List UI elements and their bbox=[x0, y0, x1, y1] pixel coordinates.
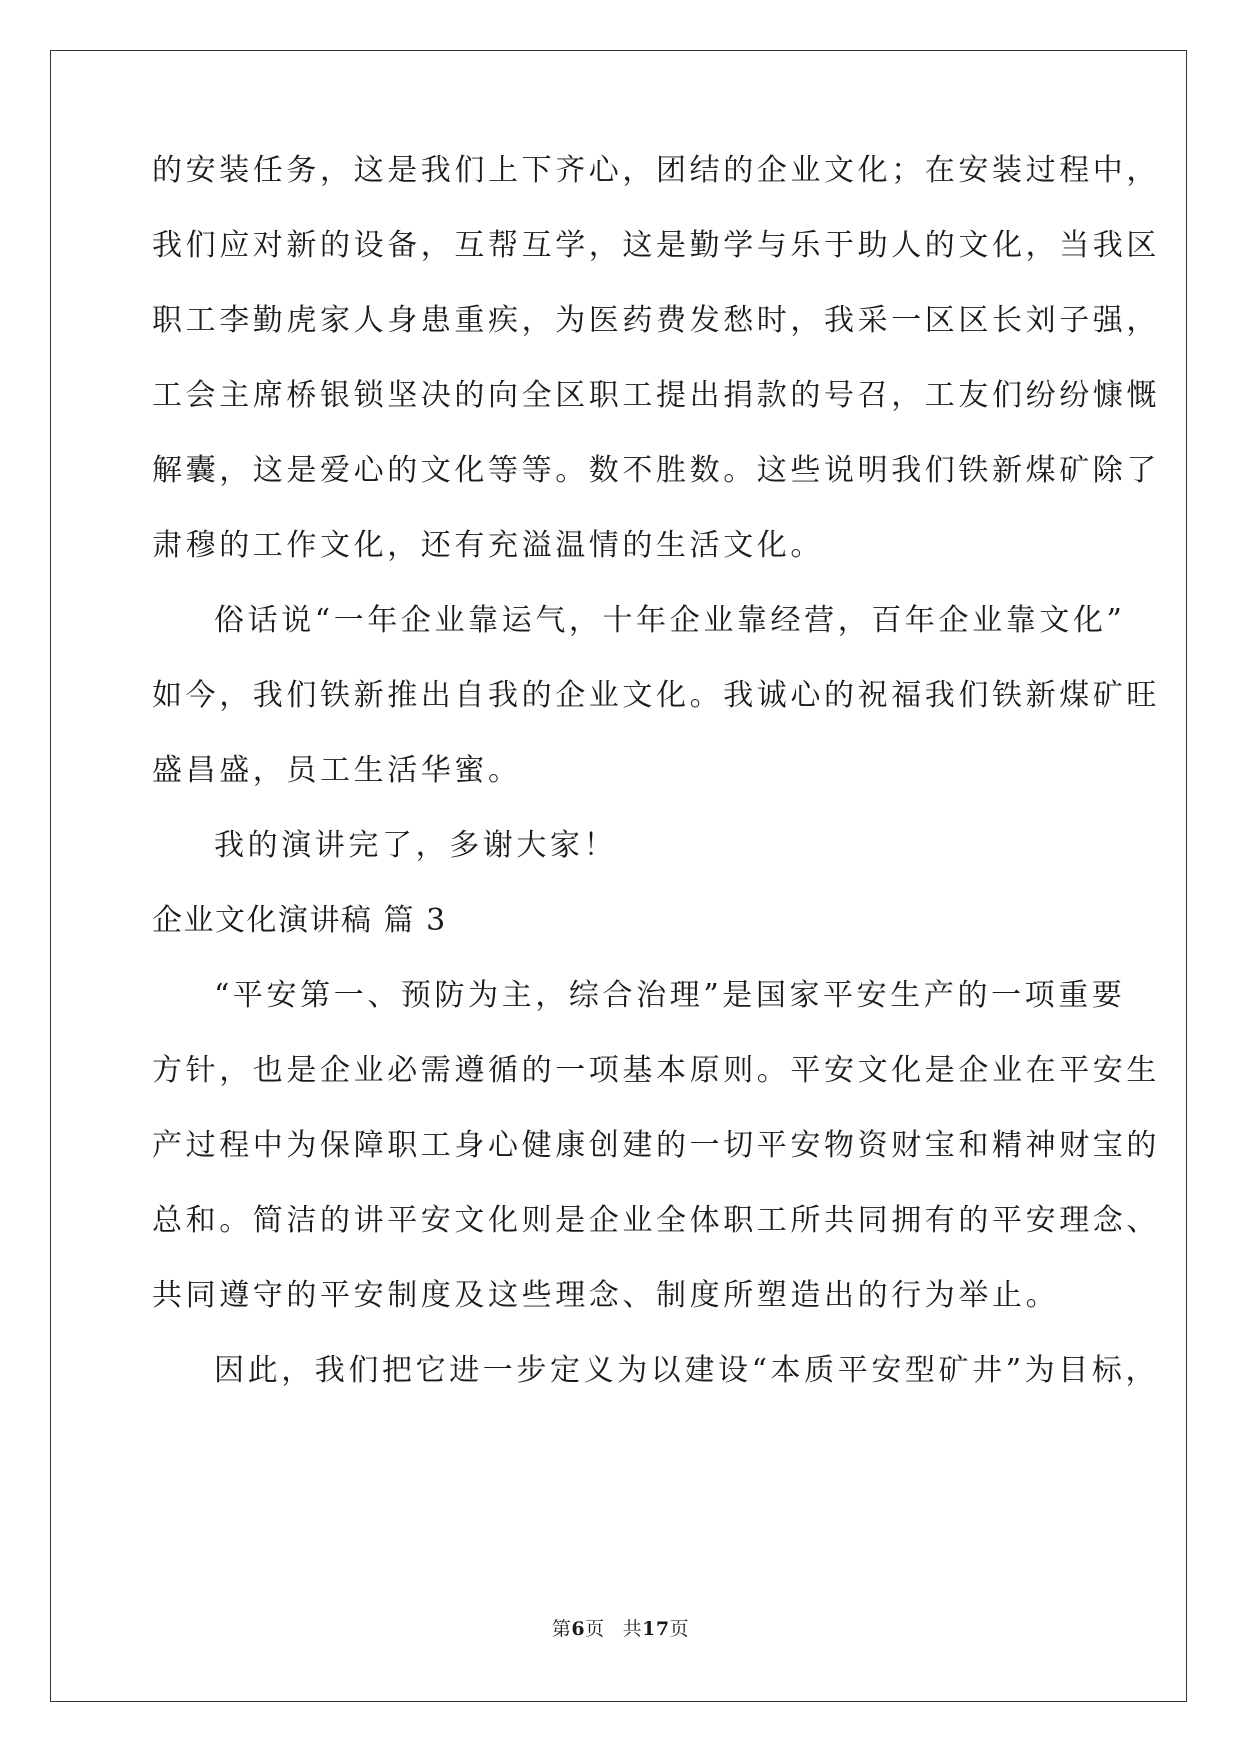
footer-page-suffix: 页 bbox=[585, 1618, 605, 1640]
body-line: 工会主席桥银锁坚决的向全区职工提出捐款的号召，工友们纷纷慷慨 bbox=[152, 378, 1160, 413]
footer-total-prefix: 共 bbox=[622, 1618, 643, 1640]
body-line: 产过程中为保障职工身心健康创建的一切平安物资财宝和精神财宝的 bbox=[152, 1128, 1160, 1163]
footer-total-suffix: 页 bbox=[669, 1618, 690, 1640]
page-border bbox=[50, 50, 1187, 1702]
body-line: 如今，我们铁新推出自我的企业文化。我诚心的祝福我们铁新煤矿旺 bbox=[152, 678, 1160, 713]
paragraph-first-line: 俗话说“一年企业靠运气，十年企业靠经营，百年企业靠文化” bbox=[214, 603, 1126, 638]
current-page-number: 6 bbox=[571, 1618, 586, 1640]
total-page-count: 17 bbox=[642, 1618, 670, 1640]
paragraph-first-line: “平安第一、预防为主，综合治理”是国家平安生产的一项重要 bbox=[214, 978, 1126, 1013]
paragraph-first-line: 我的演讲完了，多谢大家！ bbox=[214, 828, 618, 863]
body-line: 我们应对新的设备，互帮互学，这是勤学与乐于助人的文化，当我区 bbox=[152, 228, 1160, 263]
page-footer bbox=[0, 1617, 1241, 1641]
body-line: 方针，也是企业必需遵循的一项基本原则。平安文化是企业在平安生 bbox=[152, 1053, 1160, 1088]
body-line: 职工李勤虎家人身患重疾，为医药费发愁时，我采一区区长刘子强， bbox=[152, 303, 1160, 338]
body-line: 的安装任务，这是我们上下齐心，团结的企业文化；在安装过程中， bbox=[152, 153, 1160, 188]
body-line: 肃穆的工作文化，还有充溢温情的生活文化。 bbox=[152, 528, 824, 563]
body-line: 总和。简洁的讲平安文化则是企业全体职工所共同拥有的平安理念、 bbox=[152, 1203, 1160, 1238]
section-heading: 企业文化演讲稿 篇 3 bbox=[152, 903, 447, 938]
footer-page-prefix: 第 bbox=[551, 1618, 572, 1640]
body-line: 共同遵守的平安制度及这些理念、制度所塑造出的行为举止。 bbox=[152, 1278, 1060, 1313]
body-line: 盛昌盛，员工生活华蜜。 bbox=[152, 753, 522, 788]
paragraph-first-line: 因此，我们把它进一步定义为以建设“本质平安型矿井”为目标， bbox=[214, 1353, 1160, 1388]
body-line: 解囊，这是爱心的文化等等。数不胜数。这些说明我们铁新煤矿除了 bbox=[152, 453, 1160, 488]
